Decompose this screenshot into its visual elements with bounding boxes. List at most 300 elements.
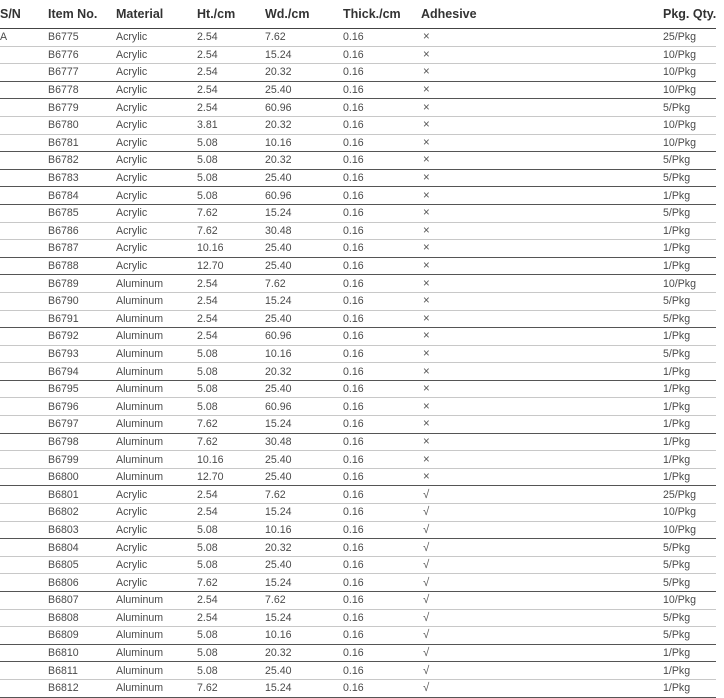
header-sn: S/N [0,0,48,29]
cell-height: 5.08 [197,541,218,554]
cell-thickness: 0.16 [343,365,364,378]
cell-sn [0,116,48,134]
table-row [0,204,716,222]
table-body [0,29,716,698]
cell-adhesive [421,380,663,398]
cell-height: 5.08 [197,629,218,642]
cell-width: 25.40 [265,84,292,97]
cell-sn [0,240,48,258]
cell-pkg-qty: 1/Pkg [663,453,691,466]
cell-item-no: B6775 [48,31,79,44]
table-row [0,363,716,381]
cell-sn [0,345,48,363]
table-row [0,679,716,697]
cell-material: Aluminum [116,629,164,642]
cell-material: Acrylic [116,119,148,132]
table-row [0,116,716,134]
cell-sn [0,486,48,504]
cell-height: 2.54 [197,488,218,501]
cross-icon: × [423,277,430,290]
cross-icon: × [423,84,430,97]
cell-adhesive [421,627,663,645]
cell-height: 2.54 [197,31,218,44]
cell-width: 60.96 [265,189,292,202]
cell-height: 12.70 [197,471,224,484]
check-root-icon: √ [423,647,430,660]
cell-pkg-qty: 10/Pkg [663,119,696,132]
cell-height: 2.54 [197,101,218,114]
cross-icon: × [423,435,430,448]
table-row [0,416,716,434]
cell-adhesive [421,486,663,504]
cell-thickness: 0.16 [343,559,364,572]
cell-width: 15.24 [265,295,292,308]
cell-width: 15.24 [265,207,292,220]
table-row [0,609,716,627]
cell-height: 2.54 [197,277,218,290]
cell-material: Aluminum [116,453,164,466]
cell-height: 2.54 [197,48,218,61]
cell-sn [0,204,48,222]
cell-thickness: 0.16 [343,119,364,132]
cell-thickness: 0.16 [343,136,364,149]
cell-adhesive [421,116,663,134]
cell-item-no: B6808 [48,611,79,624]
cell-material: Acrylic [116,189,148,202]
cell-adhesive [421,134,663,152]
cell-thickness: 0.16 [343,647,364,660]
cell-pkg-qty: 25/Pkg [663,488,696,501]
cell-material: Acrylic [116,523,148,536]
cell-adhesive [421,592,663,610]
header-width: Wd./cm [265,0,343,29]
cell-thickness: 0.16 [343,242,364,255]
table-row [0,81,716,99]
cell-material: Acrylic [116,31,148,44]
cell-pkg-qty: 10/Pkg [663,66,696,79]
cell-width: 20.32 [265,647,292,660]
cell-item-no: B6798 [48,435,79,448]
cell-sn [0,574,48,592]
cell-thickness: 0.16 [343,541,364,554]
cell-pkg-qty: 1/Pkg [663,682,691,695]
cell-sn [0,609,48,627]
cell-pkg-qty: 25/Pkg [663,31,696,44]
cell-item-no: B6785 [48,207,79,220]
cross-icon: × [423,189,430,202]
cell-adhesive [421,468,663,486]
cell-pkg-qty: 5/Pkg [663,611,691,624]
cell-item-no: B6801 [48,488,79,501]
cell-width: 20.32 [265,541,292,554]
cell-pkg-qty: 5/Pkg [663,559,691,572]
cell-item-no: B6804 [48,541,79,554]
cell-pkg-qty: 1/Pkg [663,242,691,255]
cell-width: 60.96 [265,101,292,114]
cell-sn [0,99,48,117]
table-row [0,468,716,486]
cell-height: 2.54 [197,506,218,519]
cell-sn [0,521,48,539]
cell-pkg-qty: 1/Pkg [663,224,691,237]
cell-material: Acrylic [116,48,148,61]
cell-height: 5.08 [197,383,218,396]
cell-pkg-qty: 1/Pkg [663,435,691,448]
cell-sn [0,222,48,240]
check-root-icon: √ [423,506,430,519]
cell-adhesive [421,398,663,416]
cell-height: 5.08 [197,647,218,660]
cell-width: 10.16 [265,523,292,536]
cell-item-no: B6800 [48,471,79,484]
check-root-icon: √ [423,488,430,501]
cell-material: Aluminum [116,277,164,290]
cell-material: Aluminum [116,312,164,325]
cell-material: Acrylic [116,66,148,79]
cell-thickness: 0.16 [343,594,364,607]
cell-thickness: 0.16 [343,154,364,167]
cell-adhesive [421,240,663,258]
cell-height: 7.62 [197,435,218,448]
check-root-icon: √ [423,541,430,554]
cell-height: 2.54 [197,84,218,97]
cell-height: 7.62 [197,207,218,220]
cell-sn [0,504,48,522]
cell-material: Acrylic [116,101,148,114]
cell-pkg-qty: 10/Pkg [663,594,696,607]
cell-width: 15.24 [265,682,292,695]
cell-thickness: 0.16 [343,347,364,360]
cell-adhesive [421,187,663,205]
table-row [0,380,716,398]
cell-material: Acrylic [116,136,148,149]
header-thickness: Thick./cm [343,0,421,29]
cross-icon: × [423,260,430,273]
cell-sn [0,169,48,187]
cell-adhesive [421,504,663,522]
check-root-icon: √ [423,629,430,642]
cell-sn [0,627,48,645]
cell-width: 25.40 [265,471,292,484]
cell-width: 25.40 [265,312,292,325]
cell-thickness: 0.16 [343,31,364,44]
cell-thickness: 0.16 [343,576,364,589]
cell-pkg-qty: 10/Pkg [663,136,696,149]
cross-icon: × [423,330,430,343]
cell-sn [0,328,48,346]
cross-icon: × [423,400,430,413]
check-root-icon: √ [423,664,430,677]
cell-thickness: 0.16 [343,172,364,185]
table-header [0,0,716,29]
cell-adhesive [421,539,663,557]
cell-item-no: B6787 [48,242,79,255]
cell-height: 5.08 [197,172,218,185]
cell-item-no: B6811 [48,664,78,677]
table-row [0,504,716,522]
cell-height: 7.62 [197,682,218,695]
cell-item-no: B6805 [48,559,79,572]
cell-thickness: 0.16 [343,611,364,624]
cell-pkg-qty: 5/Pkg [663,629,691,642]
cell-height: 5.08 [197,559,218,572]
cross-icon: × [423,31,430,44]
cell-adhesive [421,416,663,434]
check-root-icon: √ [423,682,430,695]
cell-thickness: 0.16 [343,453,364,466]
cell-item-no: B6799 [48,453,79,466]
cell-pkg-qty: 5/Pkg [663,207,691,220]
cell-height: 2.54 [197,312,218,325]
cell-pkg-qty: 5/Pkg [663,312,691,325]
cell-width: 15.24 [265,506,292,519]
cell-adhesive [421,574,663,592]
cell-material: Acrylic [116,242,148,255]
cell-width: 15.24 [265,576,292,589]
cross-icon: × [423,224,430,237]
cross-icon: × [423,418,430,431]
cell-pkg-qty: 1/Pkg [663,365,691,378]
cell-adhesive [421,556,663,574]
cell-adhesive [421,169,663,187]
cell-sn [0,310,48,328]
cell-width: 10.16 [265,629,292,642]
cell-material: Acrylic [116,224,148,237]
cell-thickness: 0.16 [343,506,364,519]
cell-item-no: B6782 [48,154,79,167]
cell-thickness: 0.16 [343,523,364,536]
cell-thickness: 0.16 [343,277,364,290]
cell-pkg-qty: 1/Pkg [663,664,691,677]
cell-thickness: 0.16 [343,488,364,501]
cell-thickness: 0.16 [343,312,364,325]
table-row [0,345,716,363]
cross-icon: × [423,136,430,149]
cross-icon: × [423,48,430,61]
cell-material: Aluminum [116,664,164,677]
cross-icon: × [423,207,430,220]
cell-height: 2.54 [197,611,218,624]
cell-sn: A [0,31,8,44]
cell-height: 7.62 [197,418,218,431]
table-row [0,574,716,592]
cell-width: 25.40 [265,260,292,273]
cell-width: 15.24 [265,611,292,624]
cell-sn [0,134,48,152]
cell-item-no: B6796 [48,400,79,413]
cell-sn [0,451,48,469]
cross-icon: × [423,242,430,255]
cell-sn [0,398,48,416]
cell-adhesive [421,222,663,240]
cell-adhesive [421,363,663,381]
cell-height: 10.16 [197,242,224,255]
cell-pkg-qty: 1/Pkg [663,647,691,660]
cell-pkg-qty: 1/Pkg [663,260,691,273]
cell-height: 10.16 [197,453,224,466]
cell-item-no: B6810 [48,647,79,660]
table-row [0,187,716,205]
cell-thickness: 0.16 [343,224,364,237]
cell-height: 5.08 [197,347,218,360]
cell-sn [0,363,48,381]
cell-sn [0,556,48,574]
cell-item-no: B6797 [48,418,79,431]
cell-material: Acrylic [116,488,148,501]
cell-pkg-qty: 5/Pkg [663,576,691,589]
cell-pkg-qty: 1/Pkg [663,400,691,413]
cell-height: 2.54 [197,66,218,79]
cell-width: 7.62 [265,594,286,607]
cell-adhesive [421,29,663,47]
cell-pkg-qty: 5/Pkg [663,295,691,308]
table-row [0,328,716,346]
cell-thickness: 0.16 [343,418,364,431]
cell-adhesive [421,662,663,680]
cross-icon: × [423,312,430,325]
cell-item-no: B6786 [48,224,79,237]
table-row [0,64,716,82]
table-row [0,486,716,504]
cell-material: Acrylic [116,559,148,572]
header-height: Ht./cm [197,0,265,29]
cell-item-no: B6794 [48,365,79,378]
cross-icon: × [423,365,430,378]
header-adhesive: Adhesive [421,0,663,29]
cell-adhesive [421,81,663,99]
cell-sn [0,64,48,82]
cell-material: Aluminum [116,418,164,431]
cross-icon: × [423,347,430,360]
cell-height: 5.08 [197,136,218,149]
cell-sn [0,644,48,662]
table-row [0,99,716,117]
cell-height: 2.54 [197,594,218,607]
cell-material: Aluminum [116,471,164,484]
cell-adhesive [421,451,663,469]
cell-thickness: 0.16 [343,400,364,413]
cell-thickness: 0.16 [343,330,364,343]
check-root-icon: √ [423,559,430,572]
cell-item-no: B6795 [48,383,79,396]
check-root-icon: √ [423,576,430,589]
table-row [0,275,716,293]
check-root-icon: √ [423,611,430,624]
cell-item-no: B6803 [48,523,79,536]
cell-adhesive [421,521,663,539]
cell-item-no: B6802 [48,506,79,519]
cell-material: Acrylic [116,154,148,167]
check-root-icon: √ [423,523,430,536]
table-row [0,521,716,539]
table-row [0,29,716,47]
cell-adhesive [421,257,663,275]
cell-thickness: 0.16 [343,84,364,97]
cell-adhesive [421,204,663,222]
table-row [0,398,716,416]
cell-sn [0,46,48,64]
cell-width: 60.96 [265,400,292,413]
table-row [0,134,716,152]
cell-width: 25.40 [265,383,292,396]
cell-item-no: B6789 [48,277,79,290]
cell-width: 25.40 [265,172,292,185]
table-row [0,240,716,258]
cell-sn [0,539,48,557]
cell-pkg-qty: 5/Pkg [663,347,691,360]
cell-item-no: B6783 [48,172,79,185]
cell-material: Aluminum [116,594,164,607]
table-row [0,451,716,469]
cell-height: 2.54 [197,295,218,308]
cell-width: 25.40 [265,559,292,572]
table-row [0,292,716,310]
cell-sn [0,592,48,610]
cell-thickness: 0.16 [343,471,364,484]
cell-material: Aluminum [116,647,164,660]
cell-sn [0,380,48,398]
cell-material: Acrylic [116,260,148,273]
cell-pkg-qty: 10/Pkg [663,277,696,290]
cell-item-no: B6788 [48,260,79,273]
cell-width: 7.62 [265,31,286,44]
cell-thickness: 0.16 [343,48,364,61]
cell-height: 5.08 [197,523,218,536]
cell-item-no: B6790 [48,295,79,308]
cell-item-no: B6806 [48,576,79,589]
cell-item-no: B6792 [48,330,79,343]
table-row [0,222,716,240]
cross-icon: × [423,383,430,396]
cell-item-no: B6777 [48,66,79,79]
cell-height: 5.08 [197,664,218,677]
cell-pkg-qty: 1/Pkg [663,471,691,484]
cell-sn [0,468,48,486]
cell-adhesive [421,679,663,697]
cell-pkg-qty: 5/Pkg [663,541,691,554]
cell-height: 2.54 [197,330,218,343]
cross-icon: × [423,154,430,167]
cell-item-no: B6778 [48,84,79,97]
cell-material: Aluminum [116,330,164,343]
table-row [0,169,716,187]
cell-item-no: B6784 [48,189,79,202]
cell-pkg-qty: 5/Pkg [663,101,691,114]
cell-item-no: B6780 [48,119,79,132]
cell-width: 25.40 [265,664,292,677]
cell-material: Aluminum [116,383,164,396]
cell-thickness: 0.16 [343,295,364,308]
cell-thickness: 0.16 [343,66,364,79]
cross-icon: × [423,119,430,132]
cell-thickness: 0.16 [343,682,364,695]
cell-width: 15.24 [265,48,292,61]
cell-adhesive [421,275,663,293]
cell-adhesive [421,292,663,310]
cell-sn [0,152,48,170]
cell-width: 25.40 [265,453,292,466]
cell-material: Acrylic [116,506,148,519]
cross-icon: × [423,66,430,79]
cell-sn [0,81,48,99]
cell-material: Aluminum [116,611,164,624]
cell-item-no: B6793 [48,347,79,360]
cell-material: Aluminum [116,365,164,378]
cell-sn [0,292,48,310]
cross-icon: × [423,471,430,484]
cell-height: 12.70 [197,260,224,273]
cell-sn [0,662,48,680]
